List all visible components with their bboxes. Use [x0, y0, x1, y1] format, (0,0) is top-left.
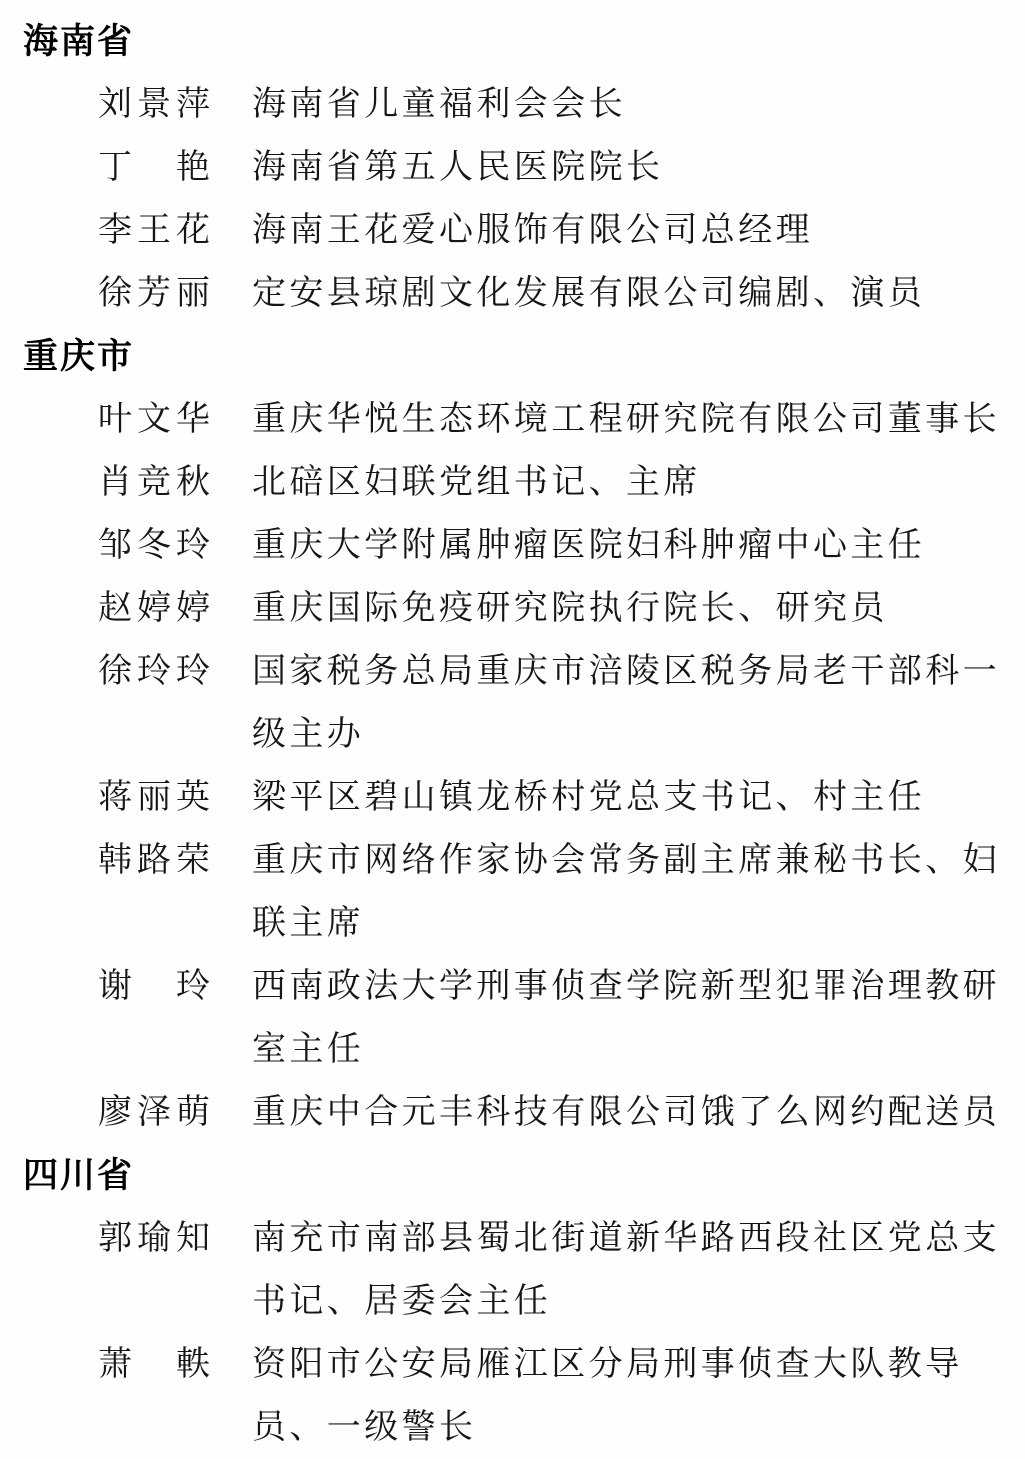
honoree-title: 定安县琼剧文化发展有限公司编剧、演员 [252, 275, 926, 312]
honoree-name: 丁 艳 [98, 149, 210, 186]
honoree-row [0, 766, 1025, 829]
honoree-row [0, 829, 1025, 955]
honoree-title: 重庆华悦生态环境工程研究院有限公司董事长 [252, 401, 1000, 438]
honoree-name: 赵婷婷 [98, 590, 210, 627]
honoree-name: 谢 玲 [98, 968, 210, 1005]
province-header: 海南省 [23, 22, 135, 61]
honoree-name: 邹冬玲 [98, 527, 210, 564]
honoree-row [0, 1333, 1025, 1459]
honoree-row [0, 136, 1025, 199]
honoree-title: 南充市南部县蜀北街道新华路西段社区党总支书记、居委会主任 [252, 1220, 1000, 1320]
honoree-name: 李王花 [98, 212, 210, 249]
honoree-title: 西南政法大学刑事侦查学院新型犯罪治理教研室主任 [252, 968, 1000, 1068]
honoree-name: 郭瑜知 [98, 1220, 210, 1257]
honoree-title: 资阳市公安局雁江区分局刑事侦查大队教导员、一级警长 [252, 1346, 963, 1446]
honoree-title: 北碚区妇联党组书记、主席 [252, 464, 701, 501]
honoree-title: 海南王花爱心服饰有限公司总经理 [252, 212, 813, 249]
honoree-name: 韩路荣 [98, 842, 210, 879]
honoree-row [0, 451, 1025, 514]
honoree-row [0, 199, 1025, 262]
honoree-title: 国家税务总局重庆市涪陵区税务局老干部科一级主办 [252, 653, 1000, 753]
honoree-title: 海南省第五人民医院院长 [252, 149, 664, 186]
honoree-row [0, 388, 1025, 451]
province-header: 重庆市 [23, 337, 135, 376]
honoree-title: 梁平区碧山镇龙桥村党总支书记、村主任 [252, 779, 926, 816]
honoree-title: 重庆中合元丰科技有限公司饿了么网约配送员 [252, 1094, 1000, 1131]
honoree-row [0, 73, 1025, 136]
honoree-title: 海南省儿童福利会会长 [252, 86, 626, 123]
honoree-name: 萧 軼 [98, 1346, 210, 1383]
province-section [0, 1144, 1025, 1459]
honoree-row [0, 640, 1025, 766]
honoree-row [0, 514, 1025, 577]
honoree-row [0, 1081, 1025, 1144]
honoree-name: 廖泽萌 [98, 1094, 210, 1131]
honoree-name: 徐芳丽 [98, 275, 210, 312]
province-section [0, 10, 1025, 325]
honoree-name: 叶文华 [98, 401, 210, 438]
province-section [0, 325, 1025, 1144]
honoree-row [0, 577, 1025, 640]
honoree-name: 蒋丽英 [98, 779, 210, 816]
honoree-title: 重庆市网络作家协会常务副主席兼秘书长、妇联主席 [252, 842, 1000, 942]
province-header: 四川省 [23, 1156, 135, 1195]
honoree-title: 重庆大学附属肿瘤医院妇科肿瘤中心主任 [252, 527, 926, 564]
honoree-name: 刘景萍 [98, 86, 210, 123]
honoree-name: 肖竞秋 [98, 464, 210, 501]
honoree-row [0, 955, 1025, 1081]
honoree-row [0, 1207, 1025, 1333]
honoree-name: 徐玲玲 [98, 653, 210, 690]
honoree-row [0, 262, 1025, 325]
honoree-title: 重庆国际免疫研究院执行院长、研究员 [252, 590, 888, 627]
